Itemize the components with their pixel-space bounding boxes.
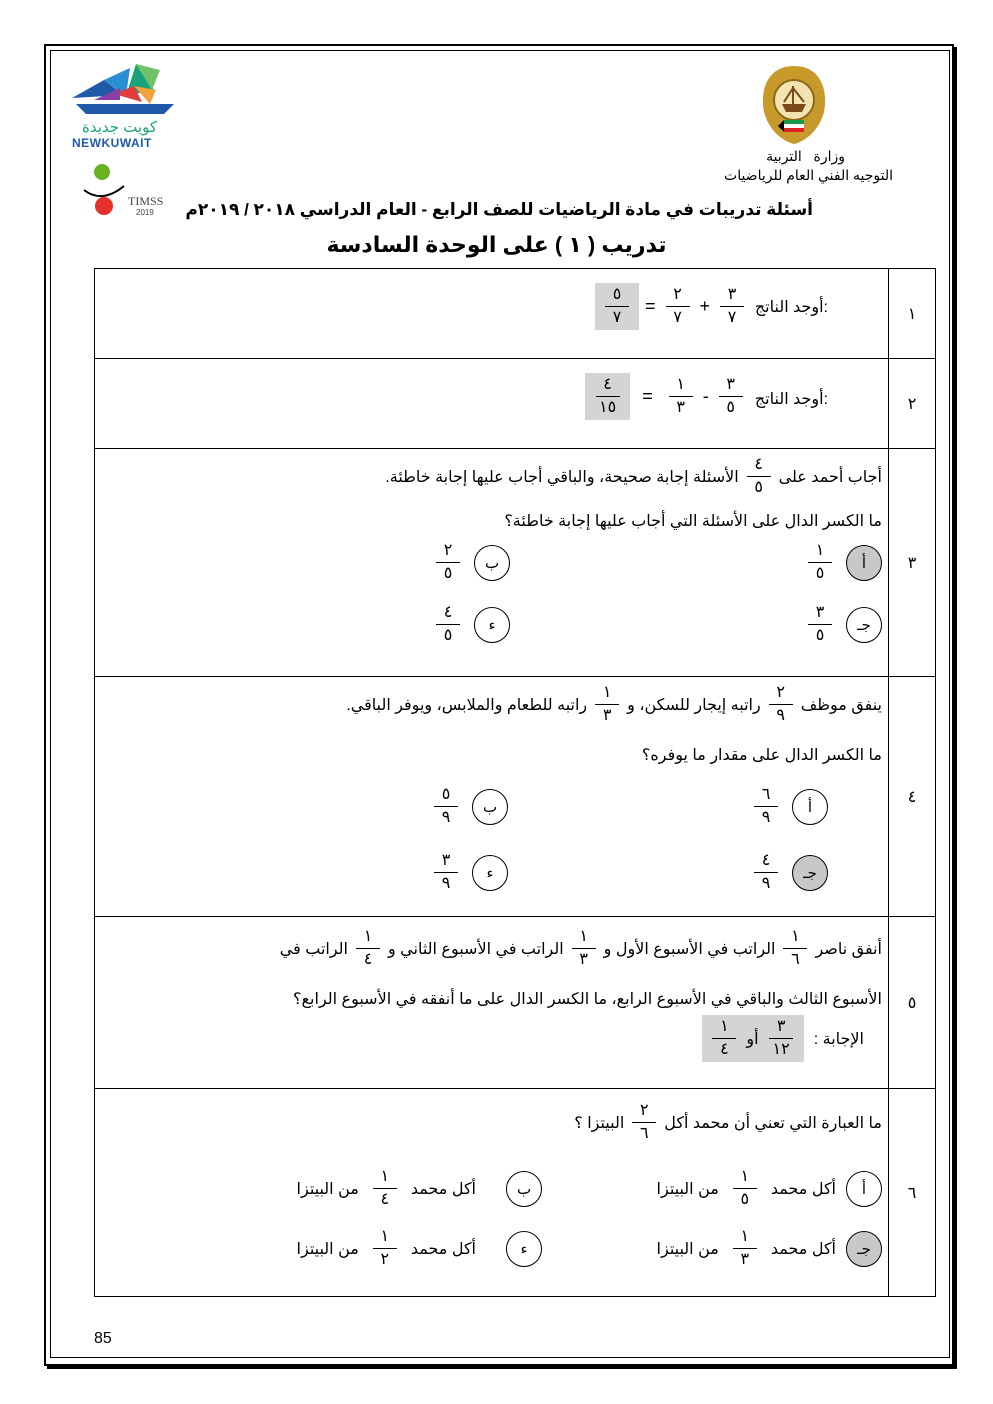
option-letter: ب <box>506 1171 542 1207</box>
question-fraction: $\frac{٤}{٥}$ <box>747 457 771 496</box>
question-text-line2: ما الكسر الدال على مقدار ما يوفره؟ <box>641 747 882 764</box>
new-kuwait-sail-icon <box>64 60 179 120</box>
option-letter: ب <box>474 545 510 581</box>
question-row <box>95 359 936 449</box>
question-number: ٤ <box>889 677 936 917</box>
option-letter: أ <box>846 1171 882 1207</box>
question-fraction: $\frac{٢}{٩}$ <box>769 685 793 724</box>
question-prompt: أوجد الناتج: <box>754 391 828 408</box>
question-number: ٣ <box>889 449 936 677</box>
option-fraction: $\frac{١}{٥}$ <box>733 1169 757 1208</box>
answer-block <box>702 1015 864 1062</box>
question-row <box>95 1089 936 1297</box>
emblem-falcon-icon <box>756 62 832 146</box>
answer-fraction: $\frac{٥}{٧}$ <box>605 287 629 326</box>
option-a[interactable] <box>750 787 828 826</box>
new-kuwait-logo <box>64 60 179 155</box>
answer-label: الإجابة : <box>813 1030 864 1048</box>
option-fraction: $\frac{١}{٥}$ <box>808 543 832 582</box>
question-prompt: أوجد الناتج: <box>754 299 828 316</box>
question-text-line1: أجاب أحمد على $\frac{٤}{٥}$ الأسئلة إجابة صحيحة، والباقي أجاب عليها إجابة خاطئة. <box>385 456 882 496</box>
option-letter: جـ <box>846 1231 882 1267</box>
operator: - <box>702 386 709 406</box>
question-text-line2: ما الكسر الدال على الأسئلة التي أجاب عليها إجابة خاطئة؟ <box>504 513 882 530</box>
questions-table <box>94 268 936 1297</box>
option-fraction: $\frac{٢}{٥}$ <box>436 543 460 582</box>
question-text-line2: الأسبوع الثالث والباقي في الأسبوع الرابع، ما الكسر الدال على ما أنفقه في الأسبوع الرابع؟ <box>293 991 882 1008</box>
option-letter: ء <box>506 1231 542 1267</box>
ministry-name: وزارة التربية <box>766 148 845 164</box>
question-fraction: $\frac{١}{٦}$ <box>783 929 807 968</box>
question-cell <box>95 359 889 449</box>
option-a[interactable]: أ أكل محمد $\frac{١}{٥}$ من البيتزا <box>657 1169 882 1208</box>
option-b[interactable] <box>432 543 510 582</box>
question-cell <box>95 677 889 917</box>
option-c[interactable]: جـ أكل محمد $\frac{١}{٣}$ من البيتزا <box>657 1229 882 1268</box>
answer-fraction: $\frac{١}{٤}$ <box>712 1019 736 1058</box>
option-fraction: $\frac{٤}{٥}$ <box>436 605 460 644</box>
equals-sign: = <box>645 296 656 316</box>
option-d[interactable]: ء أكل محمد $\frac{١}{٢}$ من البيتزا <box>297 1229 542 1268</box>
page-subtitle: تدريب ( ١ ) على الوحدة السادسة <box>326 232 667 257</box>
timss-year: 2019 <box>136 208 154 217</box>
page-title: أسئلة تدريبات في مادة الرياضيات للصف الرابع - العام الدراسي ٢٠١٨ / ٢٠١٩م <box>185 200 813 219</box>
question-row <box>95 449 936 677</box>
kuwait-emblem <box>756 62 832 146</box>
or-word: أو <box>746 1030 759 1048</box>
fraction-a: $\frac{٣}{٧}$ <box>720 287 744 326</box>
fraction-a: $\frac{٣}{٥}$ <box>719 377 743 416</box>
option-c[interactable] <box>804 605 882 644</box>
option-b[interactable]: ب أكل محمد $\frac{١}{٤}$ من البيتزا <box>297 1169 542 1208</box>
question-number: ٦ <box>889 1089 936 1297</box>
logo-text-ar: كويت جديدة <box>82 119 158 136</box>
question-row <box>95 677 936 917</box>
option-letter: جـ <box>792 855 828 891</box>
option-letter: جـ <box>846 607 882 643</box>
equals-sign: = <box>642 386 653 406</box>
question-number: ٢ <box>889 359 936 449</box>
answer-fraction: $\frac{٤}{١٥}$ <box>595 377 620 416</box>
ministry-department: التوجيه الفني العام للرياضيات <box>724 167 893 183</box>
option-fraction: $\frac{٤}{٩}$ <box>754 853 778 892</box>
option-fraction: $\frac{٦}{٩}$ <box>754 787 778 826</box>
option-a[interactable] <box>804 543 882 582</box>
option-fraction: $\frac{١}{٤}$ <box>373 1169 397 1208</box>
timss-logo <box>80 160 170 220</box>
question-text-line1: ما العبارة التي تعني أن محمد أكل $\frac{٢}{٦}$ البيتزا ؟ <box>574 1102 882 1142</box>
option-d[interactable] <box>432 605 510 644</box>
question-row <box>95 917 936 1089</box>
question-cell <box>95 449 889 677</box>
equation <box>585 373 747 420</box>
question-cell <box>95 269 889 359</box>
option-fraction: $\frac{١}{٢}$ <box>373 1229 397 1268</box>
question-number: ٥ <box>889 917 936 1089</box>
option-letter: أ <box>792 789 828 825</box>
question-fraction: $\frac{١}{٣}$ <box>595 685 619 724</box>
option-fraction: $\frac{٣}{٥}$ <box>808 605 832 644</box>
option-c[interactable] <box>750 853 828 892</box>
option-letter: أ <box>846 545 882 581</box>
option-letter: ء <box>474 607 510 643</box>
fraction-b: $\frac{١}{٣}$ <box>669 377 693 416</box>
question-fraction: $\frac{٢}{٦}$ <box>632 1103 656 1142</box>
option-letter: ء <box>472 855 508 891</box>
fraction-b: $\frac{٢}{٧}$ <box>666 287 690 326</box>
question-cell <box>95 1089 889 1297</box>
equation <box>595 283 748 330</box>
page-number: 85 <box>94 1330 112 1347</box>
question-fraction: $\frac{١}{٣}$ <box>572 929 596 968</box>
question-row <box>95 269 936 359</box>
timss-figure-icon <box>80 160 130 218</box>
option-b[interactable] <box>430 787 508 826</box>
option-letter: ب <box>472 789 508 825</box>
option-fraction: $\frac{٣}{٩}$ <box>434 853 458 892</box>
option-d[interactable] <box>430 853 508 892</box>
timss-text: TIMSS <box>128 194 164 208</box>
option-fraction: $\frac{٥}{٩}$ <box>434 787 458 826</box>
answer-fraction: $\frac{٣}{١٢}$ <box>769 1019 794 1058</box>
logo-text-en: NEWKUWAIT <box>72 136 152 150</box>
operator: + <box>699 296 711 316</box>
question-cell <box>95 917 889 1089</box>
question-fraction: $\frac{١}{٤}$ <box>356 929 380 968</box>
option-fraction: $\frac{١}{٣}$ <box>733 1229 757 1268</box>
question-text-line1: أنفق ناصر $\frac{١}{٦}$ الراتب في الأسبوع الأول و $\frac{١}{٣}$ الراتب في الأسبوع الثاني و $\frac{١}{٤}$ الراتب في <box>279 928 882 968</box>
question-number: ١ <box>889 269 936 359</box>
question-text-line1: ينفق موظف $\frac{٢}{٩}$ راتبه إيجار للسكن، و $\frac{١}{٣}$ راتبه للطعام والملابس، ويوفر الباقي. <box>346 684 882 724</box>
